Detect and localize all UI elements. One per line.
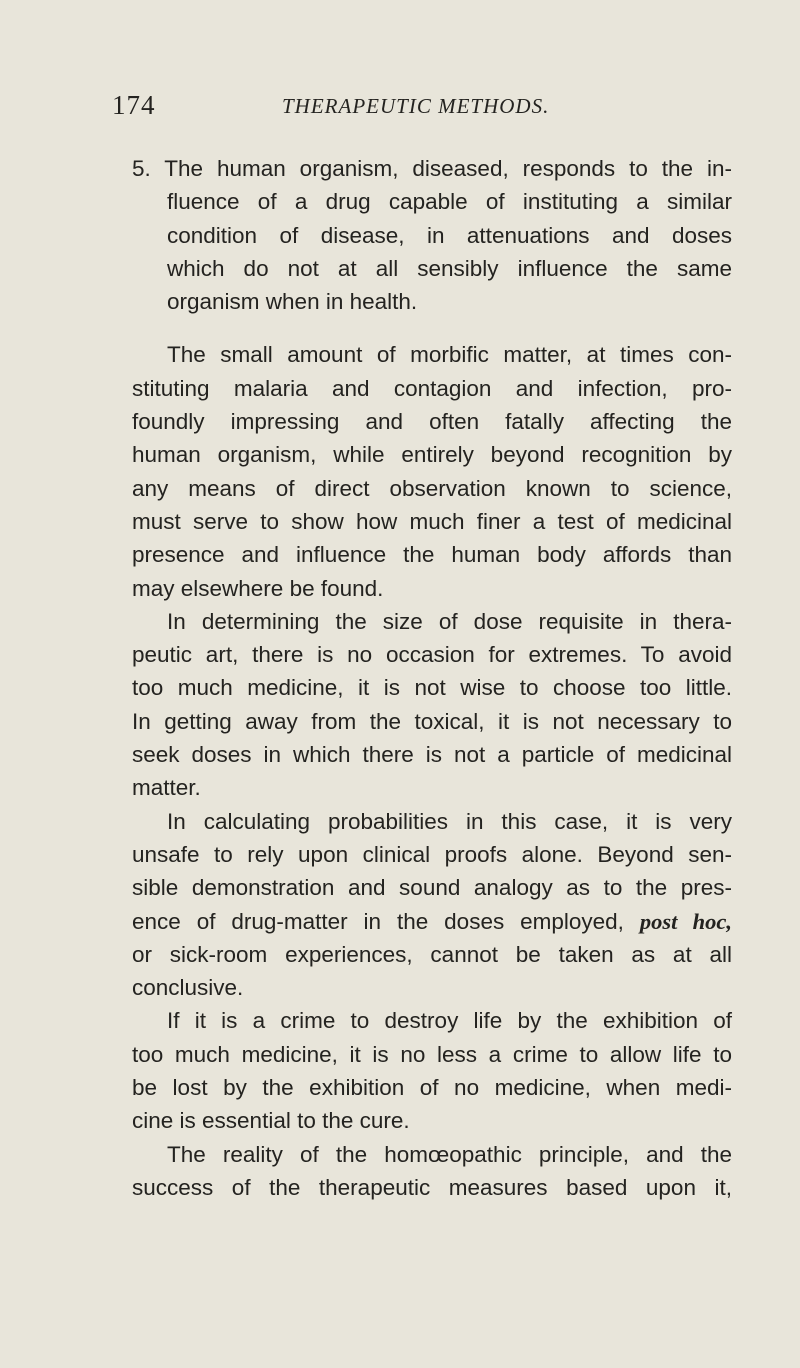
text-line: presence and influence the human body affords than [132,542,732,568]
italic-latin-phrase: post hoc, [639,908,732,934]
paragraph [132,1004,732,1137]
text-line: conclusive. [132,975,244,1001]
text-line: sible demonstration and sound analogy as to the pres- [132,875,732,901]
text-line: too much medicine, it is not wise to choose too little. [132,675,732,701]
text-line: or sick-room experiences, cannot be taken as at all [132,941,732,967]
paragraph [132,1138,732,1205]
text-line: peutic art, there is no occasion for extremes. To avoid [132,642,732,668]
page-header [112,90,722,130]
text-line: any means of direct observation known to science, [132,475,732,501]
text-line: matter. [132,775,201,801]
text-line: be lost by the exhibition of no medicine, when medi- [132,1075,732,1101]
text-line: seek doses in which there is not a particle of medicinal [132,742,732,768]
text-line: may elsewhere be found. [132,575,384,601]
page-number: 174 [112,90,156,120]
text-line: stituting malaria and contagion and infection, pro- [132,375,732,401]
paragraph [132,338,732,604]
running-head: THERAPEUTIC METHODS. [282,94,550,118]
text-line: success of the therapeutic measures based upon it, [132,1174,732,1200]
body-text [132,152,732,1204]
paragraph [132,605,732,805]
text-line: cine is essential to the cure. [132,1108,410,1134]
text-line: The small amount of morbific matter, at times con- [167,342,732,368]
text-line: foundly impressing and often fatally affecting the [132,409,732,435]
text-line: organism when in health. [167,289,418,315]
text-line: which do not at all sensibly influence the same [167,255,732,281]
text-line: unsafe to rely upon clinical proofs alone. Beyond sen- [132,841,732,867]
text-line: 5. The human organism, diseased, responds to the in- [132,156,732,181]
text-line: human organism, while entirely beyond recognition by [132,442,732,468]
paragraph-proposition-5 [132,152,732,318]
text-line: must serve to show how much finer a test of medicinal [132,508,732,534]
text-line: The reality of the homœopathic principle, and the [167,1141,732,1167]
text-line: fluence of a drug capable of instituting a similar [167,189,732,215]
text-line: In calculating probabilities in this case, it is very [167,808,732,834]
paragraph [132,805,732,1005]
text-line: In determining the size of dose requisite in thera- [167,608,732,634]
text-line: condition of disease, in attenuations and doses [167,222,732,248]
text-segment: ence of drug-matter in the doses employed, [132,908,640,934]
text-line: too much medicine, it is no less a crime to allow life to [132,1041,732,1067]
text-line-with-italic [132,905,732,938]
text-line: If it is a crime to destroy life by the exhibition of [167,1008,732,1034]
text-line: In getting away from the toxical, it is not necessary to [132,708,732,734]
